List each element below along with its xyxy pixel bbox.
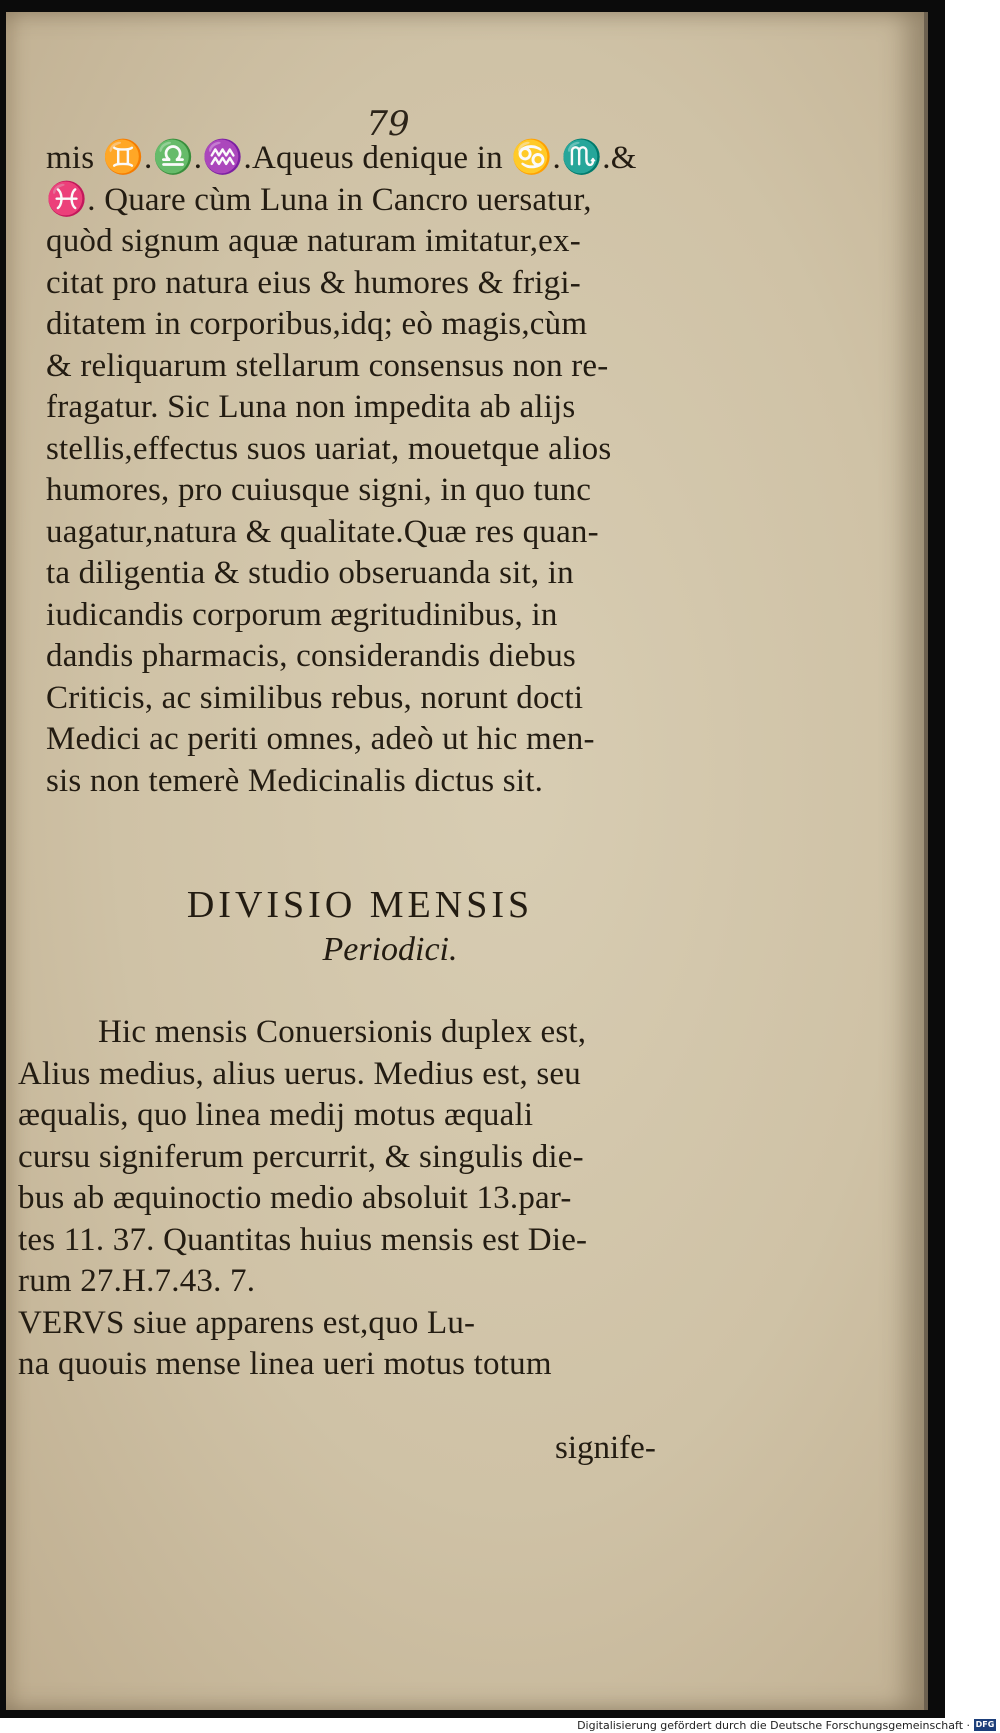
- text-line: Hic mensis Conuersionis duplex est,: [98, 1014, 587, 1050]
- text-line: iudicandis corporum ægritudinibus, in: [46, 596, 558, 633]
- text-line: Medici ac periti omnes, adeò ut hic men-: [46, 721, 595, 757]
- section-heading: [130, 882, 590, 972]
- paragraph-2: [18, 1012, 688, 1303]
- text-line: Alius medius, alius uerus. Medius est, seu: [18, 1055, 581, 1092]
- text-line: sis non temerè Medicinalis dictus sit.: [46, 762, 544, 799]
- text-line: fragatur. Sic Luna non impedita ab alijs: [46, 389, 576, 425]
- text-line: VERVS siue apparens est,quo Lu-: [18, 1304, 476, 1341]
- text-line: æqualis, quo linea medij motus æquali: [18, 1097, 534, 1133]
- text-line: ♓. Quare cùm Luna in Cancro uersatur,: [46, 181, 592, 218]
- catchword: signife-: [555, 1430, 656, 1466]
- text-line: mis ♊.♎.♒.Aqueus denique in ♋.♏.&: [46, 140, 637, 176]
- text-line: dandis pharmacis, considerandis diebus: [46, 638, 576, 674]
- text-line: citat pro natura eius & humores & frigi-: [46, 264, 581, 301]
- text-line: tes 11. 37. Quantitas huius mensis est Die-: [18, 1221, 588, 1258]
- text-line: bus ab æquinoctio medio absoluit 13.par-: [18, 1180, 572, 1216]
- heading-line-1: DIVISIO MENSIS: [186, 884, 534, 926]
- page-number: 79: [366, 104, 410, 144]
- dfg-logo: DFG: [975, 1720, 995, 1729]
- text-line: humores, pro cuiusque signi, in quo tunc: [46, 472, 592, 508]
- text-line: cursu signiferum percurrit, & singulis die-: [18, 1138, 584, 1175]
- heading-line-2: Periodici.: [322, 931, 458, 968]
- text-line: ta diligentia & studio obseruanda sit, in: [46, 555, 574, 591]
- text-line: rum 27.H.7.43. 7.: [18, 1263, 256, 1299]
- text-line: ditatem in corporibus,idq; eò magis,cùm: [46, 306, 588, 342]
- text-line: na quouis mense linea ueri motus totum: [18, 1346, 552, 1382]
- text-line: uagatur,natura & qualitate.Quæ res quan-: [46, 513, 599, 550]
- text-line: stellis,effectus suos uariat, mouetque alios: [46, 430, 612, 467]
- digitization-credit: Digitalisierung gefördert durch die Deutsche Forschungsgemeinschaft ·: [577, 1719, 970, 1732]
- paragraph-2-block: [18, 1012, 688, 1386]
- text-line: quòd signum aquæ naturam imitatur,ex-: [46, 223, 581, 259]
- paragraph-3: [18, 1303, 688, 1386]
- paragraph-1: [46, 138, 706, 802]
- text-line: & reliquarum stellarum consensus non re-: [46, 347, 609, 384]
- text-line: Criticis, ac similibus rebus, norunt docti: [46, 679, 584, 716]
